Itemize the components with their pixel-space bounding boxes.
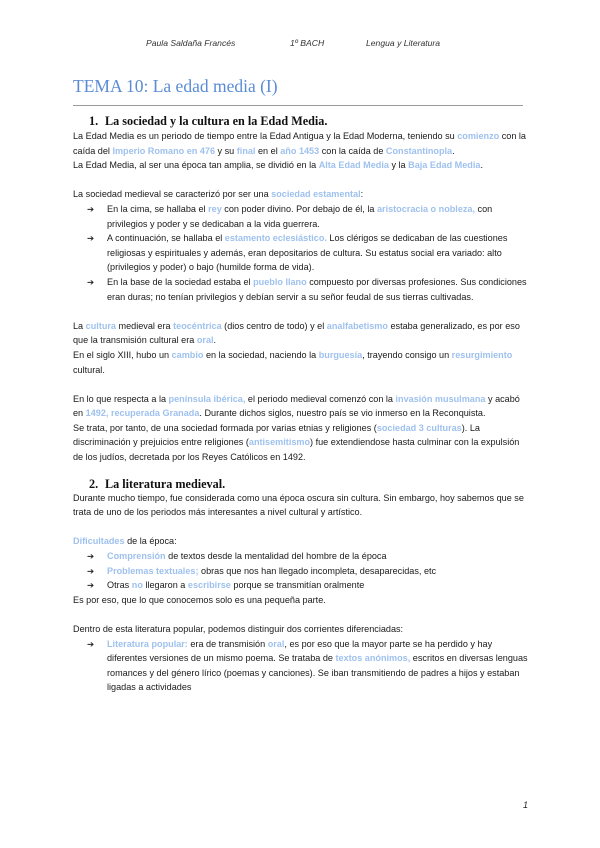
highlight-estamento-eclesiastico: estamento eclesiástico. [224, 233, 327, 244]
highlight-sociedad-estamental: sociedad estamental [271, 189, 361, 200]
paragraph-siglo-xiii: En el siglo XIII, hubo un cambio en la sociedad, naciendo la burguesía, trayendo consigo un resurgimiento cultural. [73, 349, 513, 375]
paragraph-literatura-intro: Durante mucho tiempo, fue considerada como una época oscura sin cultura. Sin embargo, hoy sabemos que se trata de uno de los periodos más interesantes a nivel cultural y artístico. [73, 492, 524, 518]
highlight-problemas-textuales: Problemas textuales; [107, 565, 199, 576]
paragraph-dificultades: Dificultades de la época: [73, 536, 177, 547]
highlight-comienzo: comienzo [457, 131, 500, 141]
highlight-antisemitismo: antisemitismo [248, 437, 311, 448]
document-body [73, 108, 531, 695]
paragraph-division: La Edad Media, al ser una época tan amplia, se dividió en la Alta Edad Media y la Baja Edad Media. [73, 160, 483, 171]
highlight-burguesia: burguesía [318, 349, 363, 360]
highlight-rey: rey [208, 203, 222, 214]
page-number: 1 [523, 800, 529, 810]
highlight-no: no [131, 580, 143, 591]
list-item-eclesiastico: ➔ A continuación, se hallaba el estamento eclesiástico. Los clérigos se dedicaban de las cuestiones religiosas y espirituales y además, eran depositarios de cultura. Su estatus social era variado: alto (privilegios y poder) o bajo (humilde forma de vida). [87, 231, 531, 275]
page-title: TEMA 10: La edad media (I) [73, 76, 278, 96]
paragraph-edad-media-definition: La Edad Media es un periodo de tiempo entre la Edad Antigua y la Edad Moderna, teniendo su comienzo con la caída del Imperio Romano en 476 y su final en el año 1453 con la caída de Constantinopla. [73, 131, 526, 156]
paragraph-peninsula-iberica: En lo que respecta a la península ibérica, el periodo medieval comenzó con la invasión musulmana y acabó en 1492, recuperada Granada. Durante dichos siglos, nuestro país se vio inmerso en la Reconquista. [73, 393, 520, 419]
highlight-constantinopla: Constantinopla [385, 145, 453, 156]
list-item-problemas-textuales: ➔ Problemas textuales; obras que nos han llegado incompleta, desaparecidas, etc [87, 564, 531, 579]
highlight-dificultades: Dificultades [73, 536, 125, 547]
highlight-final: final [236, 145, 256, 156]
highlight-imperio-romano: Imperio Romano en 476 [112, 145, 216, 156]
corrientes-list [73, 637, 531, 695]
list-item-rey-nobleza: ➔ En la cima, se hallaba el rey con poder divino. Por debajo de él, la aristocracia o nobleza, con privilegios y poder y se dedicaban a la vida guerrera. [87, 202, 531, 231]
highlight-comprension: Comprensión [107, 551, 166, 562]
highlight-peninsula-iberica: península ibérica, [168, 393, 246, 404]
highlight-teocentrica: teocéntrica [173, 320, 222, 331]
list-item-pueblo-llano: ➔ En la base de la sociedad estaba el pueblo llano compuesto por diversas profesiones. Sus condiciones eran duras; no tenían privilegios y debían servir a su señor feudal de sus tierras cultivadas. [87, 275, 531, 304]
highlight-baja-edad-media: Baja Edad Media [408, 160, 481, 171]
list-item-comprension: ➔ Comprensión de textos desde la mentalidad del hombre de la época [87, 549, 531, 564]
header-course: 1º BACH [290, 38, 325, 48]
dificultades-list [73, 549, 531, 593]
paragraph-pequena-parte: Es por eso, que lo que conocemos solo es una pequeña parte. [73, 594, 326, 605]
header-subject: Lengua y Literatura [366, 38, 441, 48]
highlight-oral: oral [196, 335, 214, 346]
highlight-escribirse: escribirse [187, 580, 231, 591]
title-divider [73, 105, 523, 106]
highlight-pueblo-llano: pueblo llano [253, 276, 307, 287]
highlight-cambio: cambio [171, 349, 204, 360]
section-2-number: 2. [89, 476, 99, 491]
paragraph-sociedad-estamental: La sociedad medieval se caracterizó por ser una sociedad estamental: [73, 189, 364, 200]
highlight-oral-transmision: oral [267, 638, 285, 649]
highlight-alta-edad-media: Alta Edad Media [318, 160, 389, 171]
highlight-sociedad-3-culturas: sociedad 3 culturas [376, 422, 462, 433]
highlight-ano-1453: año 1453 [280, 145, 320, 156]
paragraph-tres-culturas: Se trata, por tanto, de una sociedad formada por varias etnias y religiones (sociedad 3 culturas). La discriminación y prejuicios entre religiones (antisemitismo) fue extendiendose hasta culminar con la expulsión de los judíos, decretada por los Reyes Católicos en 1492. [73, 422, 520, 463]
section-1-title: La sociedad y la cultura en la Edad Media. [105, 114, 328, 128]
highlight-invasion-musulmana: invasión musulmana [395, 393, 486, 404]
highlight-resurgimiento: resurgimiento [451, 349, 513, 360]
highlight-1492-granada: 1492, recuperada Granada [85, 408, 200, 419]
highlight-literatura-popular: Literatura popular: [107, 638, 188, 649]
highlight-cultura: cultura [85, 320, 116, 331]
highlight-aristocracia: aristocracia o nobleza, [376, 203, 476, 214]
estamentos-list [73, 202, 531, 304]
highlight-analfabetismo: analfabetismo [326, 320, 388, 331]
section-2-title: La literatura medieval. [105, 476, 226, 491]
section-1-heading [73, 114, 531, 128]
header-author: Paula Saldaña Francés [146, 38, 236, 48]
paragraph-corrientes: Dentro de esta literatura popular, podemos distinguir dos corrientes diferenciadas: [73, 624, 404, 634]
list-item-transmision-oral: ➔ Otras no llegaron a escribirse porque se transmitían oralmente [87, 578, 531, 593]
section-1-number: 1. [89, 114, 99, 128]
list-item-literatura-popular: ➔ Literatura popular: era de transmisión oral, es por eso que la mayor parte se ha perdido y hay diferentes versiones de un mismo poema. Se trataba de textos anónimos, escritos en diversas lenguas romances y del género lírico (poemas y canciones). Se iban transmitiendo de padres a hijos y estaban ligadas a actividades [87, 637, 531, 695]
paragraph-cultura-teocentrica: La cultura medieval era teocéntrica (dios centro de todo) y el analfabetismo estaba generalizado, es por eso que la transmisión cultural era oral. [73, 320, 520, 346]
highlight-textos-anonimos: textos anónimos, [335, 653, 411, 664]
section-2-heading [73, 477, 531, 491]
